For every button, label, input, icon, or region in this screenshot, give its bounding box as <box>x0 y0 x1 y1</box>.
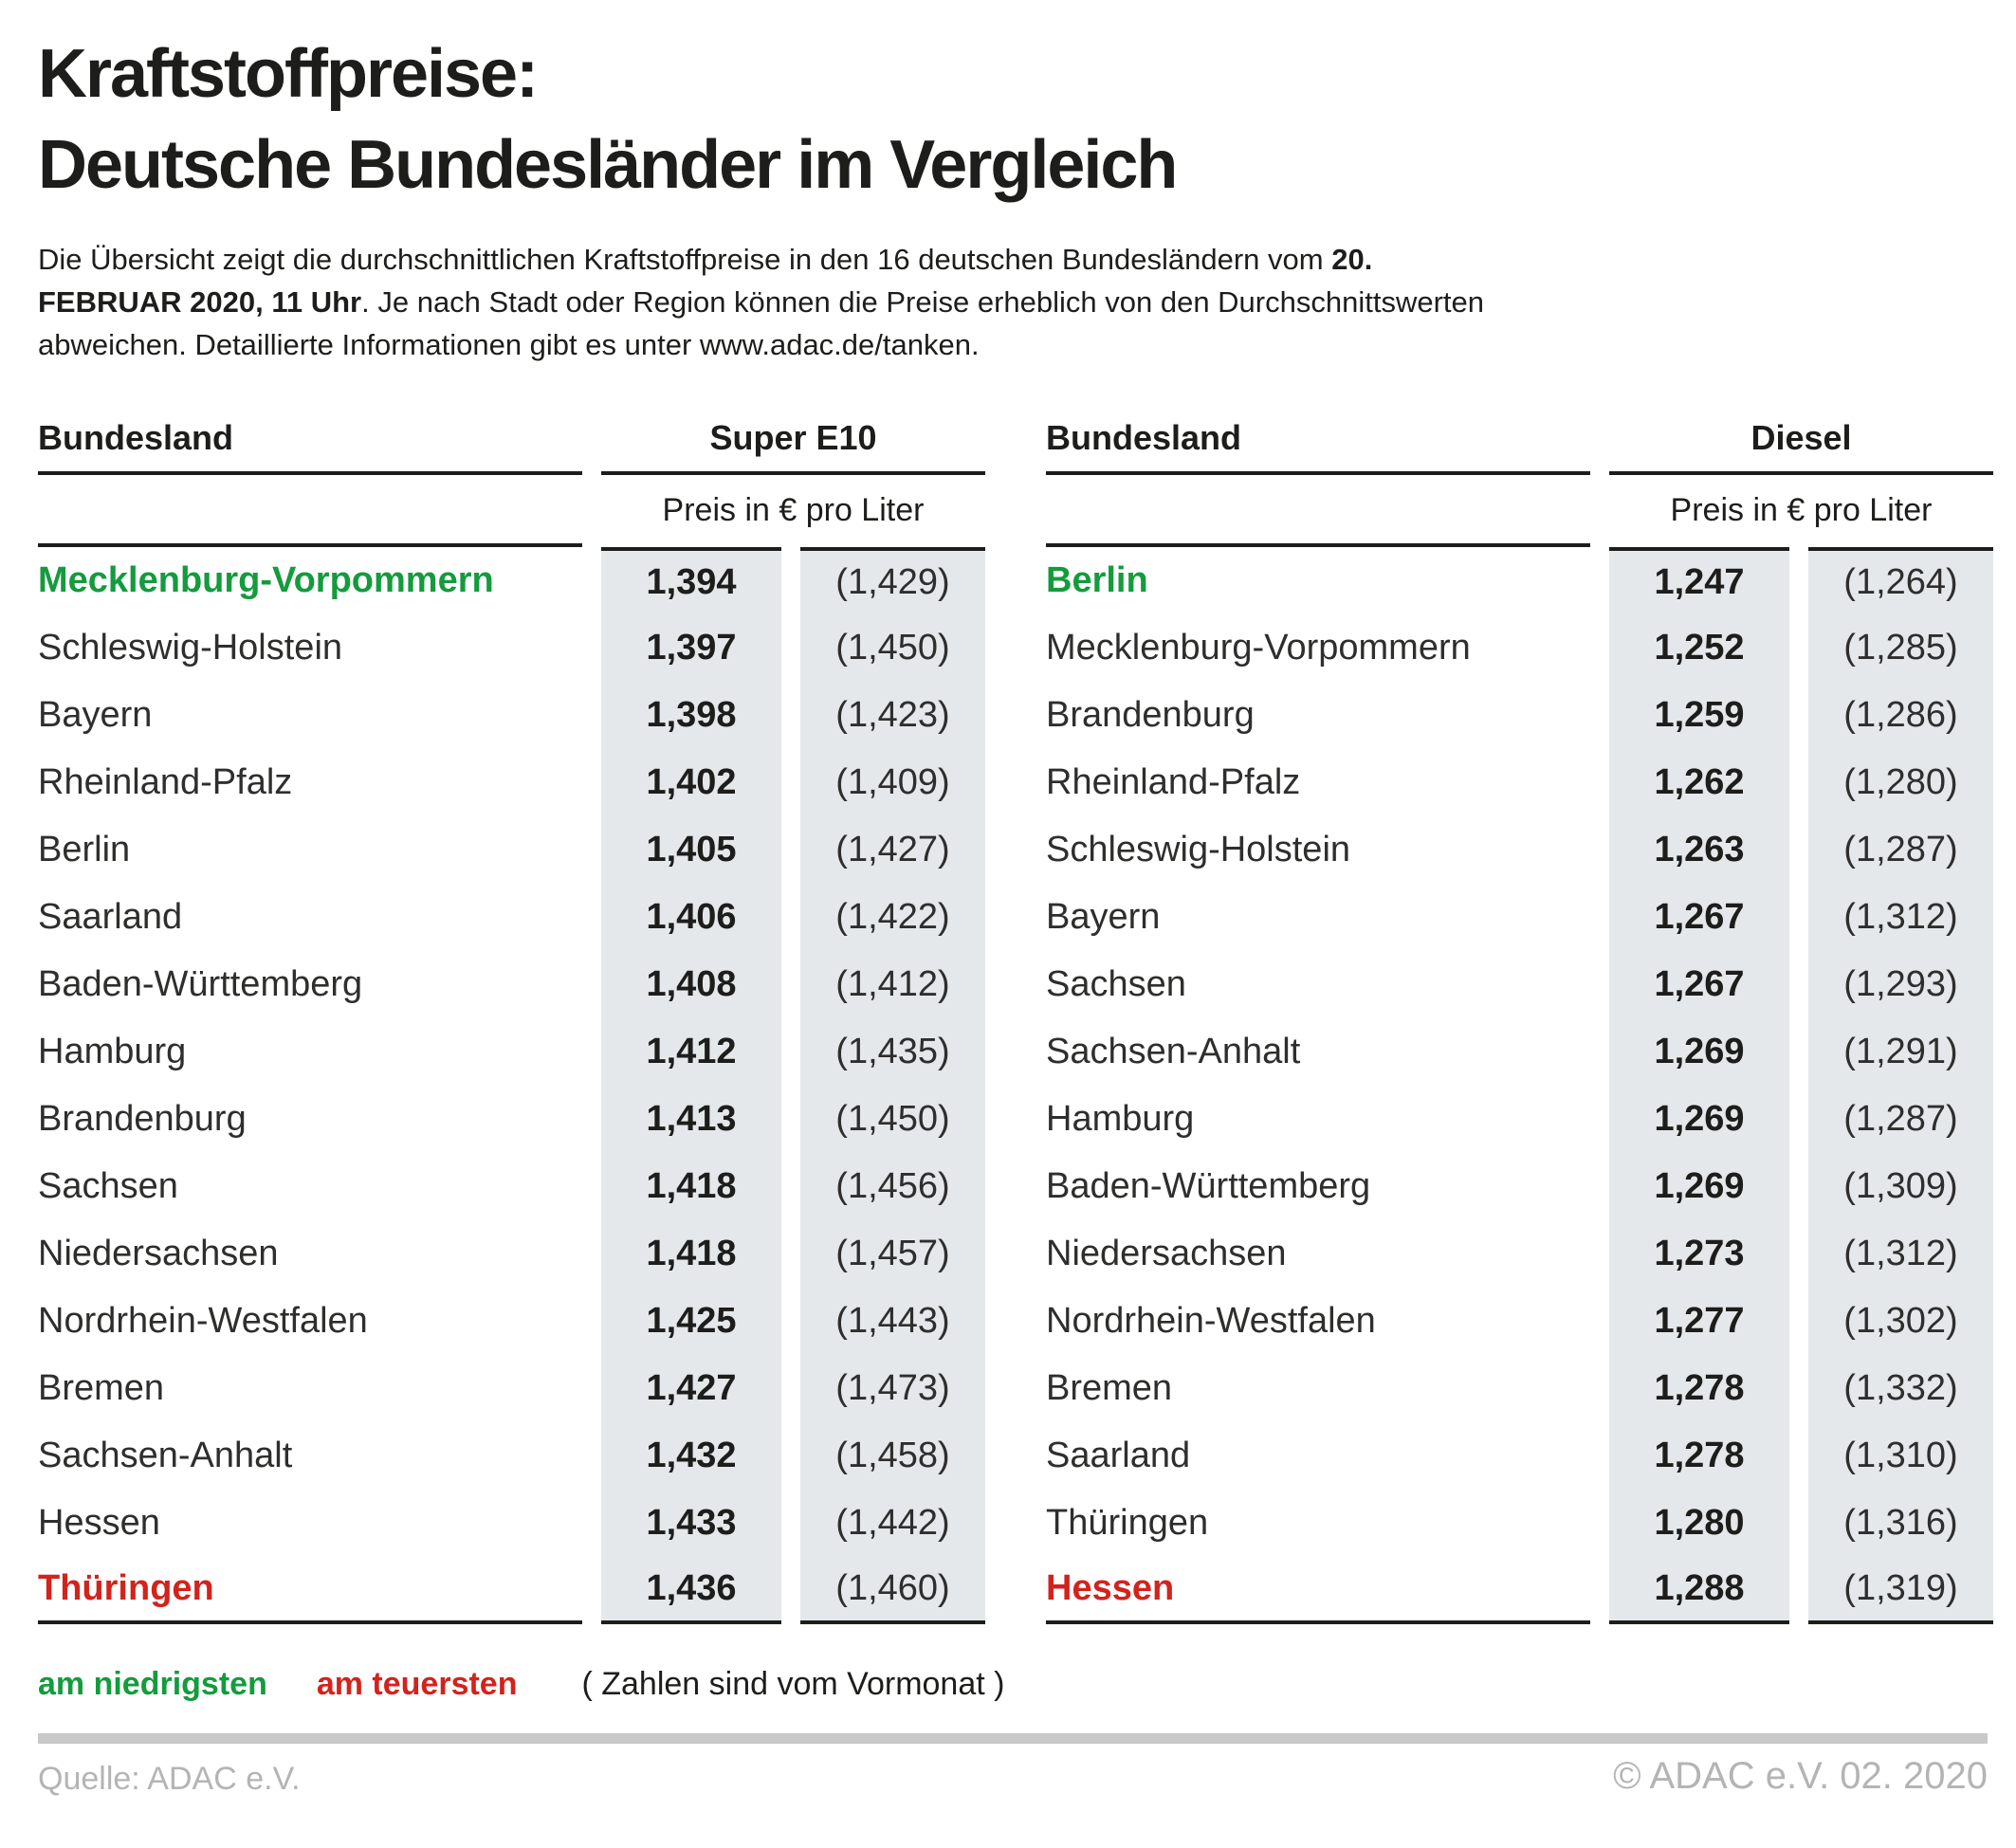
table-row <box>1046 1288 1993 1355</box>
table-row <box>1046 1422 1993 1490</box>
price-value: 1,252 <box>1609 614 1789 682</box>
divider-bar <box>38 1733 1988 1744</box>
state-name: Niedersachsen <box>38 1233 279 1273</box>
prev-month-value: (1,450) <box>800 614 985 682</box>
column-header-fuel: Diesel <box>1609 422 1993 475</box>
table-row <box>1046 1490 1993 1557</box>
prev-month-value: (1,291) <box>1808 1018 1993 1086</box>
table-row <box>1046 1557 1993 1624</box>
state-name: Thüringen <box>38 1557 582 1624</box>
state-name: Hessen <box>38 1502 160 1543</box>
price-value: 1,413 <box>601 1086 781 1153</box>
state-name: Rheinland-Pfalz <box>38 761 293 802</box>
price-value: 1,418 <box>601 1153 781 1220</box>
price-value: 1,269 <box>1609 1153 1789 1220</box>
table-row <box>38 614 985 682</box>
table-subheader-row <box>38 475 985 547</box>
column-header-fuel: Super E10 <box>601 422 985 475</box>
state-name: Rheinland-Pfalz <box>1046 761 1301 802</box>
state-name: Schleswig-Holstein <box>1046 829 1351 869</box>
prev-month-value: (1,457) <box>800 1220 985 1288</box>
state-name: Bayern <box>1046 896 1161 937</box>
table-row <box>1046 884 1993 951</box>
prev-month-value: (1,312) <box>1808 884 1993 951</box>
price-value: 1,259 <box>1609 682 1789 749</box>
prev-month-value: (1,309) <box>1808 1153 1993 1220</box>
table-row <box>38 1557 985 1624</box>
table-row <box>38 1288 985 1355</box>
state-name: Saarland <box>1046 1435 1191 1475</box>
column-header-state: Bundesland <box>1046 422 1590 475</box>
prev-month-value: (1,332) <box>1808 1355 1993 1422</box>
state-name: Sachsen <box>38 1165 178 1206</box>
state-name: Bremen <box>38 1367 165 1408</box>
price-value: 1,406 <box>601 884 781 951</box>
column-subheader-price-unit: Preis in € pro Liter <box>662 492 925 529</box>
price-value: 1,263 <box>1609 816 1789 884</box>
table-row <box>38 1153 985 1220</box>
state-name: Sachsen <box>1046 963 1186 1004</box>
state-name: Schleswig-Holstein <box>38 627 343 668</box>
intro-text <box>38 238 1503 367</box>
column-header-state: Bundesland <box>38 422 582 475</box>
table-row <box>1046 547 1993 614</box>
state-name: Thüringen <box>1046 1502 1209 1543</box>
prev-month-value: (1,310) <box>1808 1422 1993 1490</box>
table-header-row <box>1046 417 1993 475</box>
state-name: Baden-Württemberg <box>38 963 363 1004</box>
prev-month-value: (1,293) <box>1808 951 1993 1018</box>
price-value: 1,408 <box>601 951 781 1018</box>
price-value: 1,432 <box>601 1422 781 1490</box>
state-name: Sachsen-Anhalt <box>38 1435 293 1475</box>
price-value: 1,436 <box>601 1557 781 1624</box>
table-subheader-row <box>1046 475 1993 547</box>
price-value: 1,412 <box>601 1018 781 1086</box>
price-value: 1,405 <box>601 816 781 884</box>
subheader-spacer <box>1046 475 1590 547</box>
table-row <box>38 1355 985 1422</box>
prev-month-value: (1,422) <box>800 884 985 951</box>
table-row <box>38 547 985 614</box>
prev-month-value: (1,460) <box>800 1557 985 1624</box>
price-value: 1,394 <box>601 547 781 614</box>
table-body <box>1046 547 1993 1624</box>
prev-month-value: (1,319) <box>1808 1557 1993 1624</box>
state-name: Hamburg <box>38 1031 187 1071</box>
price-value: 1,433 <box>601 1490 781 1557</box>
prev-month-value: (1,280) <box>1808 749 1993 816</box>
prev-month-value: (1,442) <box>800 1490 985 1557</box>
prev-month-value: (1,435) <box>800 1018 985 1086</box>
price-value: 1,262 <box>1609 749 1789 816</box>
state-name: Brandenburg <box>38 1098 247 1139</box>
price-value: 1,247 <box>1609 547 1789 614</box>
price-value: 1,418 <box>601 1220 781 1288</box>
table-body <box>38 547 985 1624</box>
state-name: Berlin <box>1046 559 1148 600</box>
state-name: Hamburg <box>1046 1098 1195 1139</box>
table-row <box>1046 1355 1993 1422</box>
price-value: 1,269 <box>1609 1018 1789 1086</box>
source-label: Quelle: ADAC e.V. <box>38 1760 301 1797</box>
super-e10-table <box>38 417 985 1624</box>
copyright-label: © ADAC e.V. 02. 2020 <box>1613 1754 1988 1797</box>
table-row <box>1046 816 1993 884</box>
footer <box>38 1755 1988 1798</box>
state-name: Mecklenburg-Vorpommern <box>1046 627 1471 668</box>
prev-month-value: (1,450) <box>800 1086 985 1153</box>
table-row <box>1046 749 1993 816</box>
table-row <box>38 1422 985 1490</box>
prev-month-value: (1,285) <box>1808 614 1993 682</box>
table-row <box>38 1018 985 1086</box>
prev-month-value: (1,409) <box>800 749 985 816</box>
price-value: 1,267 <box>1609 884 1789 951</box>
price-value: 1,425 <box>601 1288 781 1355</box>
price-value: 1,278 <box>1609 1422 1789 1490</box>
state-name: Sachsen-Anhalt <box>1046 1031 1301 1071</box>
table-row <box>38 749 985 816</box>
table-row <box>1046 614 1993 682</box>
prev-month-value: (1,312) <box>1808 1220 1993 1288</box>
table-row <box>1046 1018 1993 1086</box>
table-row <box>1046 1153 1993 1220</box>
price-value: 1,269 <box>1609 1086 1789 1153</box>
intro-date-bold: 20. FEBRUAR 2020, 11 Uhr <box>38 242 1373 320</box>
prev-month-value: (1,264) <box>1808 547 1993 614</box>
price-tables <box>38 417 1988 1624</box>
table-row <box>38 1490 985 1557</box>
page-title-line1: Kraftstoffpreise: <box>38 36 538 112</box>
table-header-row <box>38 417 985 475</box>
diesel-table <box>1046 417 1993 1624</box>
table-row <box>38 816 985 884</box>
price-value: 1,277 <box>1609 1288 1789 1355</box>
table-row <box>38 884 985 951</box>
table-row <box>1046 1086 1993 1153</box>
price-value: 1,273 <box>1609 1220 1789 1288</box>
prev-month-value: (1,473) <box>800 1355 985 1422</box>
table-row <box>1046 951 1993 1018</box>
state-name: Niedersachsen <box>1046 1233 1287 1273</box>
state-name: Nordrhein-Westfalen <box>1046 1300 1376 1341</box>
table-row <box>38 951 985 1018</box>
intro-text-before: Die Übersicht zeigt die durchschnittlichen Kraftstoffpreise in den 16 deutschen Bundesländern vom <box>38 242 1332 276</box>
state-name: Bremen <box>1046 1367 1173 1408</box>
prev-month-value: (1,286) <box>1808 682 1993 749</box>
state-name: Berlin <box>38 829 131 869</box>
intro-text-after: . Je nach Stadt oder Region können die Preise erheblich von den Durchschnittswerten abweichen. Detaillierte Informationen gibt es unter www.adac.de/tanken. <box>38 285 1484 362</box>
column-subheader-price-unit: Preis in € pro Liter <box>1670 492 1933 529</box>
prev-month-value: (1,443) <box>800 1288 985 1355</box>
legend-lowest-label: am niedrigsten <box>38 1665 267 1702</box>
prev-month-value: (1,412) <box>800 951 985 1018</box>
prev-month-value: (1,287) <box>1808 1086 1993 1153</box>
legend-highest-label: am teuersten <box>316 1665 518 1702</box>
legend-note: ( Zahlen sind vom Vormonat ) <box>581 1665 1005 1702</box>
state-name: Brandenburg <box>1046 694 1255 735</box>
price-value: 1,278 <box>1609 1355 1789 1422</box>
table-row <box>38 1086 985 1153</box>
price-value: 1,288 <box>1609 1557 1789 1624</box>
price-value: 1,427 <box>601 1355 781 1422</box>
state-name: Bayern <box>38 694 153 735</box>
table-row <box>1046 682 1993 749</box>
prev-month-value: (1,427) <box>800 816 985 884</box>
state-name: Mecklenburg-Vorpommern <box>38 559 494 600</box>
prev-month-value: (1,458) <box>800 1422 985 1490</box>
prev-month-value: (1,287) <box>1808 816 1993 884</box>
prev-month-value: (1,316) <box>1808 1490 1993 1557</box>
price-value: 1,397 <box>601 614 781 682</box>
state-name: Saarland <box>38 896 183 937</box>
price-value: 1,267 <box>1609 951 1789 1018</box>
state-name: Hessen <box>1046 1557 1590 1624</box>
prev-month-value: (1,302) <box>1808 1288 1993 1355</box>
price-value: 1,398 <box>601 682 781 749</box>
page-title <box>38 28 1988 211</box>
state-name: Nordrhein-Westfalen <box>38 1300 368 1341</box>
state-name: Baden-Württemberg <box>1046 1165 1371 1206</box>
subheader-spacer <box>38 475 582 547</box>
table-row <box>38 682 985 749</box>
legend <box>38 1666 1988 1703</box>
price-value: 1,402 <box>601 749 781 816</box>
prev-month-value: (1,429) <box>800 547 985 614</box>
prev-month-value: (1,456) <box>800 1153 985 1220</box>
page-title-line2: Deutsche Bundesländer im Vergleich <box>38 127 1177 204</box>
price-value: 1,280 <box>1609 1490 1789 1557</box>
table-row <box>1046 1220 1993 1288</box>
table-row <box>38 1220 985 1288</box>
prev-month-value: (1,423) <box>800 682 985 749</box>
